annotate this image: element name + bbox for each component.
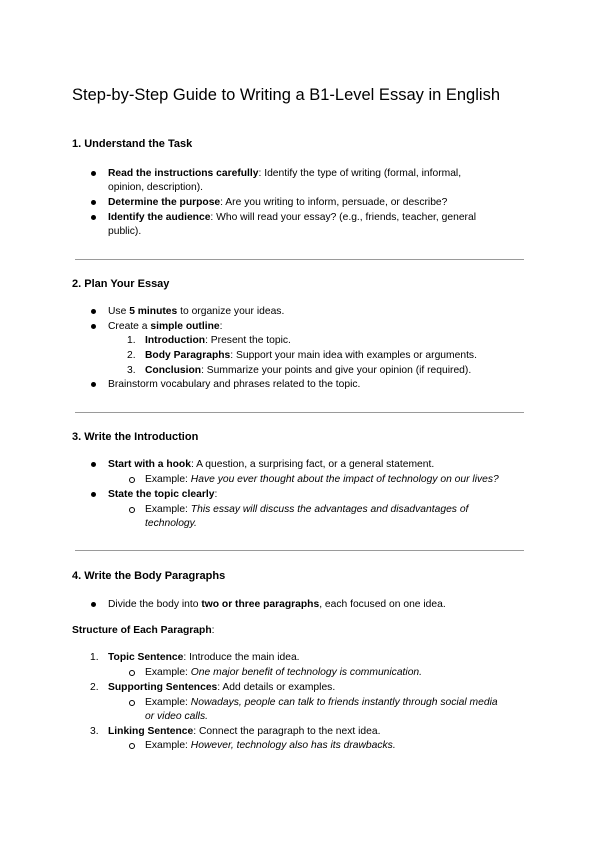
list-number: 2. xyxy=(90,682,99,693)
list-item: Brainstorm vocabulary and phrases related to the topic. xyxy=(108,379,361,390)
section-heading-write-body: 4. Write the Body Paragraphs xyxy=(72,570,226,582)
list-item: Divide the body into two or three paragraphs, each focused on one idea. xyxy=(108,599,446,610)
horizontal-divider xyxy=(75,550,524,551)
list-item: Determine the purpose: Are you writing to inform, persuade, or describe? xyxy=(108,197,448,208)
list-number: 1. xyxy=(90,652,99,663)
list-item-continuation: public). xyxy=(108,226,142,237)
example-line: Example: This essay will discuss the advantages and disadvantages of xyxy=(145,504,469,515)
list-number: 1. xyxy=(127,335,136,346)
list-item-continuation: opinion, description). xyxy=(108,182,204,193)
list-item: Supporting Sentences: Add details or examples. xyxy=(108,682,336,693)
list-item: Use 5 minutes to organize your ideas. xyxy=(108,306,285,317)
section-heading-write-introduction: 3. Write the Introduction xyxy=(72,431,199,443)
list-item: Linking Sentence: Connect the paragraph to the next idea. xyxy=(108,726,381,737)
list-item: Read the instructions carefully: Identify the type of writing (formal, informal, xyxy=(108,168,462,179)
list-item: Introduction: Present the topic. xyxy=(145,335,291,346)
section-heading-understand-task: 1. Understand the Task xyxy=(72,138,193,150)
list-item: Identify the audience: Who will read your essay? (e.g., friends, teacher, general xyxy=(108,212,476,223)
example-line: Example: However, technology also has its drawbacks. xyxy=(145,740,396,751)
list-number: 3. xyxy=(90,726,99,737)
page-title: Step-by-Step Guide to Writing a B1-Level Essay in English xyxy=(72,86,500,104)
example-line-continuation: or video calls. xyxy=(145,711,208,722)
example-line-continuation: technology. xyxy=(145,518,197,529)
list-item: State the topic clearly: xyxy=(108,489,218,500)
example-line: Example: Nowadays, people can talk to friends instantly through social media xyxy=(145,697,498,708)
list-item: Start with a hook: A question, a surprising fact, or a general statement. xyxy=(108,459,435,470)
section-heading-plan-essay: 2. Plan Your Essay xyxy=(72,278,170,290)
horizontal-divider xyxy=(75,259,524,260)
list-number: 3. xyxy=(127,365,136,376)
list-item: Conclusion: Summarize your points and give your opinion (if required). xyxy=(145,365,472,376)
list-number: 2. xyxy=(127,350,136,361)
horizontal-divider xyxy=(75,412,524,413)
example-line: Example: One major benefit of technology is communication. xyxy=(145,667,423,678)
example-line: Example: Have you ever thought about the impact of technology on our lives? xyxy=(145,474,499,485)
list-item: Create a simple outline: xyxy=(108,321,223,332)
list-item: Topic Sentence: Introduce the main idea. xyxy=(108,652,300,663)
structure-heading: Structure of Each Paragraph: xyxy=(72,625,215,636)
list-item: Body Paragraphs: Support your main idea with examples or arguments. xyxy=(145,350,477,361)
